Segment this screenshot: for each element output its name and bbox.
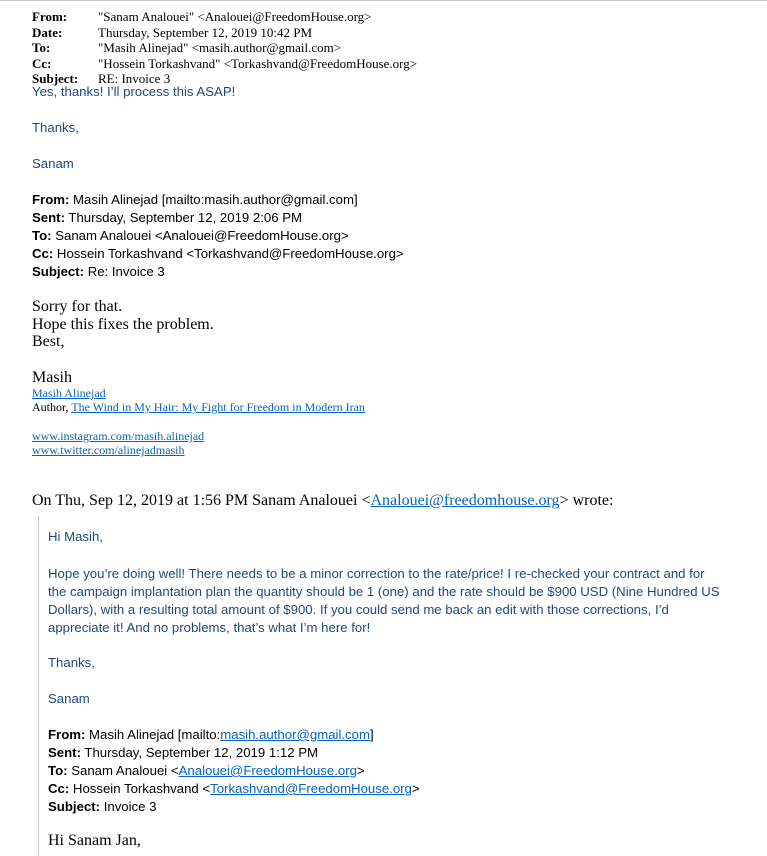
quoted-paragraph: Hope you’re doing well! There needs to be a minor correction to the rate/price! I re-checked your contract and for the campaign implantation plan the quantity should be 1 (one) and the rate should be $900 USD (Nine Hundred US Dollars), with a resulting total amount of $900. If you could send me back an edit with those corrections, I’d appreciate it! And no problems, that’s what I’m here for! <box>48 566 720 635</box>
subject-label-3: Subject: <box>48 799 101 814</box>
top-border <box>0 0 767 1</box>
date-value: Thursday, September 12, 2019 10:42 PM <box>98 24 312 40</box>
date-label: Date: <box>32 24 63 40</box>
to-value-2: Sanam Analouei <Analouei@FreedomHouse.org> <box>55 228 349 243</box>
email-header-1 <box>32 9 417 87</box>
quote-intro-prefix: On Thu, Sep 12, 2019 at 1:56 PM Sanam Analouei < <box>32 492 371 509</box>
body-line: Hope this fixes the problem. <box>32 315 214 333</box>
from-value: "Sanam Analouei" <Analouei@FreedomHouse.org> <box>98 9 372 24</box>
instagram-link[interactable]: www.instagram.com/masih.alinejad <box>32 429 205 443</box>
author-prefix: Author, <box>32 400 72 414</box>
cc-label: Cc: <box>32 55 52 71</box>
cc-value-2: Hossein Torkashvand <Torkashvand@FreedomHouse.org> <box>56 246 404 261</box>
from-label-3: From: <box>48 727 86 742</box>
cc-value: "Hossein Torkashvand" <Torkashvand@FreedomHouse.org> <box>98 55 418 71</box>
to-label: To: <box>32 40 51 55</box>
body-line: Sorry for that. <box>32 298 123 315</box>
to-label-3: To: <box>48 763 68 778</box>
quote-intro-email[interactable]: Analouei@freedomhouse.org <box>370 492 560 509</box>
message-body-2 <box>32 298 214 351</box>
from-label-2: From: <box>32 192 70 207</box>
cc-label-2: Cc: <box>32 246 54 261</box>
cc-label-3: Cc: <box>48 781 70 796</box>
to-prefix-3: Sanam Analouei < <box>67 763 179 778</box>
from-label: From: <box>32 9 68 24</box>
subject-value-2: Re: Invoice 3 <box>87 264 165 279</box>
quoted-header <box>48 726 420 816</box>
quote-intro <box>32 492 613 510</box>
reply-sign: Sanam <box>32 156 74 171</box>
reply-line: Yes, thanks! I’ll process this ASAP! <box>32 84 236 99</box>
sent-label-2: Sent: <box>32 210 65 225</box>
email-header-2 <box>32 191 404 281</box>
twitter-link[interactable]: www.twitter.com/alinejadmasih <box>32 443 185 457</box>
from-prefix-3: Masih Alinejad [mailto: <box>85 727 221 742</box>
reply-thanks: Thanks, <box>32 120 79 135</box>
to-value: "Masih Alinejad" <masih.author@gmail.com> <box>98 40 342 55</box>
quoted-last-line: Hi Sanam Jan, <box>48 832 141 849</box>
to-suffix-3: > <box>356 763 365 778</box>
subject-value: RE: Invoice 3 <box>98 71 171 86</box>
sent-value-2: Thursday, September 12, 2019 2:06 PM <box>68 210 303 225</box>
body-name: Masih <box>32 369 72 386</box>
book-link[interactable]: The Wind in My Hair: My Fight for Freedom in Modern Iran <box>71 400 365 414</box>
cc-prefix-3: Hossein Torkashvand < <box>69 781 211 796</box>
from-value-2: Masih Alinejad [mailto:masih.author@gmail.com] <box>73 192 358 207</box>
quote-intro-suffix: > wrote: <box>559 492 614 509</box>
to-label-2: To: <box>32 228 52 243</box>
quoted-greeting: Hi Masih, <box>48 529 103 544</box>
to-email-link-3[interactable]: Analouei@FreedomHouse.org <box>178 763 357 778</box>
name-link[interactable]: Masih Alinejad <box>32 386 106 400</box>
sent-value-3: Thursday, September 12, 2019 1:12 PM <box>80 745 318 760</box>
quoted-message <box>38 516 767 856</box>
signature <box>32 386 365 414</box>
body-line: Best, <box>32 333 65 350</box>
quoted-thanks: Thanks, <box>48 655 95 670</box>
from-suffix-3: ] <box>369 727 374 742</box>
subject-value-3: Invoice 3 <box>100 799 157 814</box>
quoted-sign: Sanam <box>48 691 90 706</box>
social-links <box>32 429 204 457</box>
cc-email-link-3[interactable]: Torkashvand@FreedomHouse.org <box>210 781 412 796</box>
subject-label-2: Subject: <box>32 264 85 279</box>
subject-label: Subject: <box>32 71 79 86</box>
from-email-link-3[interactable]: masih.author@gmail.com <box>220 727 370 742</box>
cc-suffix-3: > <box>411 781 420 796</box>
sent-label-3: Sent: <box>48 745 81 760</box>
